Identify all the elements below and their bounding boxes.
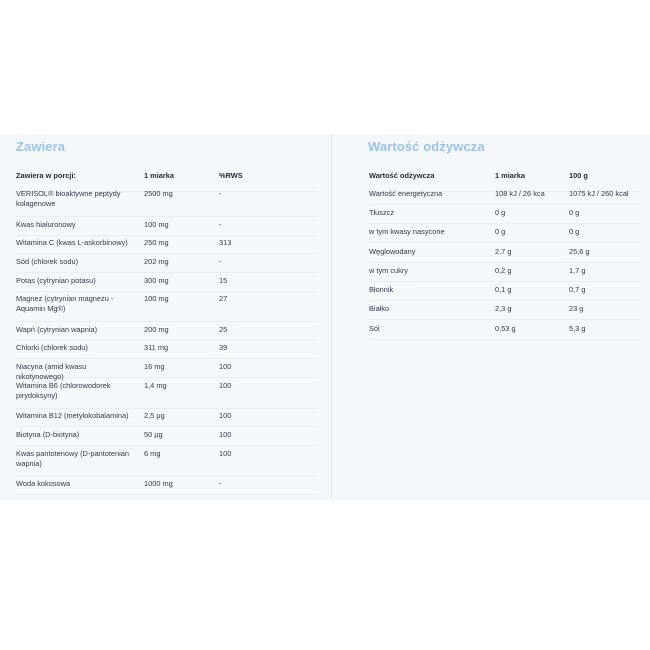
- cell-third: 39: [219, 343, 228, 352]
- table-row: [369, 189, 641, 205]
- table-row: [16, 343, 316, 359]
- cell-label: Węglowodany: [369, 247, 416, 256]
- contains-header-third: %RWS: [219, 171, 243, 180]
- table-row: [16, 276, 316, 292]
- contains-heading: Zawiera: [16, 139, 66, 154]
- cell-label: Tłuszcz: [369, 208, 395, 217]
- cell-label: VERISOL® bioaktywne peptydy kolagenowe: [16, 189, 121, 208]
- cell-per-serving: 300 mg: [144, 276, 169, 285]
- nutrition-info-section: [0, 134, 650, 500]
- nutrition-heading: Wartość odżywcza: [368, 139, 485, 154]
- cell-third: 0 g: [569, 208, 580, 217]
- cell-third: 313: [219, 238, 232, 247]
- table-row: [16, 294, 316, 322]
- cell-third: 15: [219, 276, 228, 285]
- cell-per-serving: 200 mg: [144, 325, 169, 334]
- table-row: [369, 247, 641, 263]
- contains-panel: [0, 134, 331, 500]
- table-row: [16, 257, 316, 273]
- table-row: [369, 208, 641, 224]
- nutrition-header-label: Wartość odżywcza: [369, 171, 435, 180]
- cell-per-serving: 2,3 g: [495, 304, 512, 313]
- table-row: [16, 430, 316, 446]
- cell-third: 0 g: [569, 227, 580, 236]
- cell-per-serving: 1,4 mg: [144, 381, 167, 390]
- cell-per-serving: 6 mg: [144, 449, 161, 458]
- table-row: [16, 189, 316, 217]
- nutrition-panel: [331, 134, 650, 500]
- cell-per-serving: 311 mg: [144, 343, 169, 352]
- cell-label: Potas (cytrynian potasu): [16, 276, 96, 285]
- table-row: [16, 381, 316, 409]
- cell-label: Niacyna (amid kwasu nikotynowego): [16, 362, 87, 381]
- cell-third: 100: [219, 449, 232, 458]
- cell-third: 0,7 g: [569, 285, 586, 294]
- cell-third: -: [219, 220, 222, 229]
- cell-label: Sól: [369, 324, 380, 333]
- table-row: [16, 362, 316, 381]
- cell-per-serving: 100 mg: [144, 220, 169, 229]
- cell-label: Kwas pantotenowy (D-pantotenian wapnia): [16, 449, 129, 468]
- cell-label: Wartość energetyczna: [369, 189, 443, 198]
- cell-label: Biotyna (D-biotyna): [16, 430, 80, 439]
- table-row: [16, 479, 316, 495]
- table-row: [369, 266, 641, 282]
- cell-label: Woda kokosowa: [16, 479, 71, 488]
- cell-third: -: [219, 257, 222, 266]
- cell-per-serving: 250 mg: [144, 238, 169, 247]
- table-row: [16, 449, 316, 477]
- contains-header-per-serving: 1 miarka: [144, 171, 174, 180]
- cell-label: Witamina B12 (metylokobalamina): [16, 411, 129, 420]
- cell-third: 100: [219, 411, 232, 420]
- cell-per-serving: 0 g: [495, 208, 506, 217]
- cell-label: Magnez (cytrynian magnezu - Aquamin Mg®): [16, 294, 114, 313]
- table-row: [16, 411, 316, 427]
- cell-third: 100: [219, 430, 232, 439]
- cell-label: Białko: [369, 304, 390, 313]
- cell-per-serving: 202 mg: [144, 257, 169, 266]
- table-row: [16, 220, 316, 236]
- cell-label: w tym cukry: [369, 266, 409, 275]
- cell-per-serving: 1000 mg: [144, 479, 173, 488]
- cell-per-serving: 0,2 g: [495, 266, 512, 275]
- cell-per-serving: 2,5 μg: [144, 411, 165, 420]
- cell-per-serving: 108 kJ / 26 kca: [495, 189, 545, 198]
- cell-per-serving: 2500 mg: [144, 189, 173, 198]
- cell-third: 25,6 g: [569, 247, 590, 256]
- table-row: [16, 325, 316, 341]
- cell-third: 1075 kJ / 260 kcal: [569, 189, 629, 198]
- cell-label: w tym kwasy nasycone: [369, 227, 445, 236]
- cell-label: Kwas hialuronowy: [16, 220, 76, 229]
- cell-label: Chlorki (chlorek sodu): [16, 343, 88, 352]
- cell-third: 1,7 g: [569, 266, 586, 275]
- table-row: [369, 285, 641, 301]
- cell-per-serving: 50 μg: [144, 430, 163, 439]
- cell-label: Błonnik: [369, 285, 394, 294]
- cell-per-serving: 100 mg: [144, 294, 169, 303]
- table-row: [369, 324, 641, 340]
- cell-per-serving: 0,1 g: [495, 285, 512, 294]
- cell-per-serving: 0,53 g: [495, 324, 516, 333]
- cell-per-serving: 16 mg: [144, 362, 165, 371]
- cell-third: 5,3 g: [569, 324, 586, 333]
- cell-third: -: [219, 189, 222, 198]
- cell-label: Sód (chlorek sodu): [16, 257, 79, 266]
- table-row: [369, 304, 641, 320]
- cell-third: 100: [219, 381, 232, 390]
- cell-third: 27: [219, 294, 228, 303]
- cell-label: Witamina B6 (chlorowodorek pirydoksyny): [16, 381, 111, 400]
- cell-label: Wapń (cytrynian wapnia): [16, 325, 98, 334]
- cell-third: -: [219, 479, 222, 488]
- contains-header-label: Zawiera w porcji:: [16, 171, 76, 180]
- cell-third: 25: [219, 325, 228, 334]
- nutrition-header-third: 100 g: [569, 171, 588, 180]
- table-row: [16, 238, 316, 254]
- cell-third: 23 g: [569, 304, 584, 313]
- cell-label: Witamina C (kwas L-askorbinowy): [16, 238, 128, 247]
- table-row: [369, 227, 641, 243]
- nutrition-header-per-serving: 1 miarka: [495, 171, 525, 180]
- cell-third: 100: [219, 362, 232, 371]
- cell-per-serving: 0 g: [495, 227, 506, 236]
- cell-per-serving: 2,7 g: [495, 247, 512, 256]
